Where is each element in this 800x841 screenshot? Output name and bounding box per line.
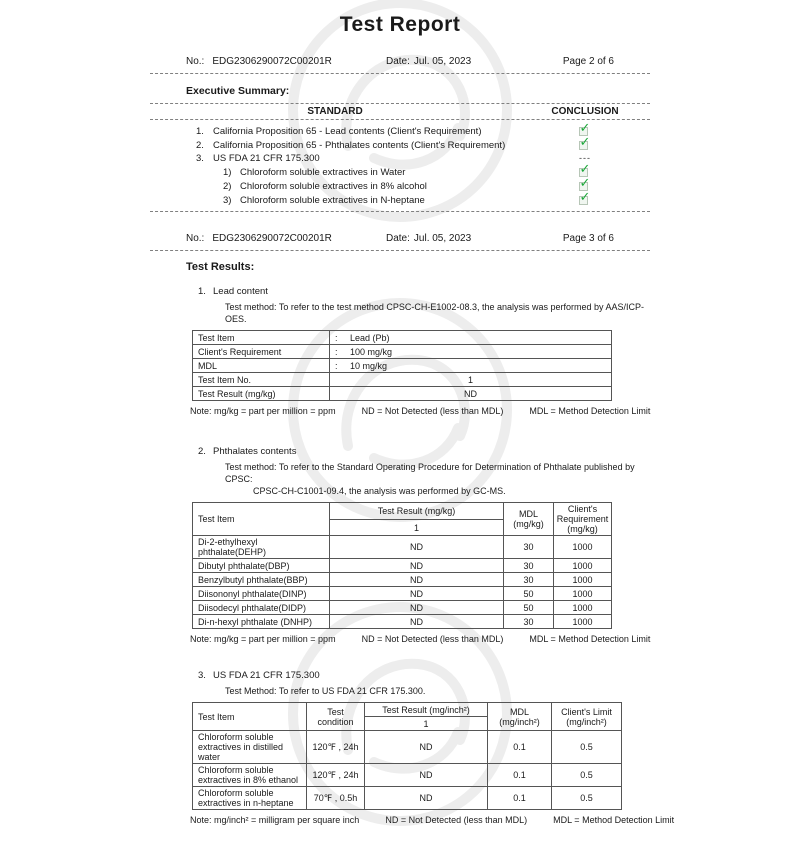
report-date-value: Jul. 05, 2023 — [413, 56, 472, 67]
lead-results-table — [192, 330, 612, 401]
lead-info-row — [193, 331, 612, 345]
client-requirement: 1000 — [554, 559, 612, 573]
section-fda-title — [198, 670, 800, 681]
check-mark-glyph: ✓ — [579, 161, 591, 176]
row-label: Client's Requirement — [193, 345, 330, 359]
page2-header-row — [150, 53, 650, 74]
report-number-value: EDG2306290072C00201R — [212, 233, 332, 244]
row-label: Test Item — [193, 331, 330, 345]
mdl-value: 50 — [504, 587, 554, 601]
note-text: MDL = Method Detection Limit — [529, 406, 651, 416]
lead-result-row — [193, 387, 612, 401]
col-test-result: Test Result (mg/kg) — [330, 503, 504, 520]
standard-entry — [150, 181, 520, 192]
client-requirement: 1000 — [554, 587, 612, 601]
col-client-requirement: Client's Requirement (mg/kg) — [554, 503, 612, 536]
extractive-name: Chloroform soluble extractives in n-heptane — [193, 787, 307, 810]
col-mdl: MDL (mg/kg) — [504, 503, 554, 536]
row-value: ND — [330, 387, 612, 401]
report-number-value: EDG2306290072C00201R — [212, 56, 332, 67]
method-line-2: CPSC-CH-C1001-09.4, the analysis was performed by GC-MS. — [253, 486, 506, 496]
sample-number: 1 — [330, 520, 504, 536]
report-date — [386, 233, 563, 244]
extractive-name: Chloroform soluble extractives in distilled water — [193, 731, 307, 764]
phthalate-row — [193, 615, 612, 629]
fda-results-table — [192, 702, 622, 810]
fda-row — [193, 787, 622, 810]
report-number — [186, 56, 386, 67]
phthalate-name: Di-2-ethylhexyl phthalate(DEHP) — [193, 536, 330, 559]
pass-check-icon — [578, 134, 593, 151]
note-text: ND = Not Detected (less than MDL) — [361, 634, 504, 644]
lead-result-row — [193, 373, 612, 387]
note-text: Note: mg/kg = part per million = ppm — [190, 406, 336, 416]
lead-note — [190, 406, 800, 416]
col-client-limit: Client's Limit (mg/inch²) — [552, 703, 622, 731]
standard-number: 1. — [196, 125, 204, 137]
check-mark-glyph: ✓ — [579, 120, 591, 135]
col-mdl: MDL (mg/inch²) — [488, 703, 552, 731]
standard-column-header: STANDARD — [307, 106, 363, 117]
report-number-label: No.: — [186, 233, 205, 244]
test-result: ND — [365, 731, 488, 764]
col-test-condition: Test condition — [307, 703, 365, 731]
sample-number: 1 — [365, 717, 488, 731]
col-test-item: Test Item — [193, 503, 330, 536]
test-results-heading: Test Results: — [186, 261, 255, 273]
mdl-value: 0.1 — [488, 731, 552, 764]
section-number: 2. — [198, 446, 206, 457]
standard-number: 2. — [196, 139, 204, 151]
phthalate-name: Dibutyl phthalate(DBP) — [193, 559, 330, 573]
standard-number: 3. — [196, 153, 204, 164]
client-requirement: 1000 — [554, 615, 612, 629]
summary-bottom-rule — [150, 209, 650, 212]
test-result: ND — [330, 601, 504, 615]
note-text: MDL = Method Detection Limit — [553, 815, 675, 825]
client-limit: 0.5 — [552, 764, 622, 787]
summary-row — [150, 152, 650, 165]
report-date — [386, 56, 563, 67]
method-line-1: Test method: To refer to the Standard Operating Procedure for Determination of Phthalate published by CPSC: — [225, 462, 635, 484]
section-title-text: Phthalates contents — [213, 446, 297, 457]
standard-entry — [150, 140, 520, 151]
fda-note — [190, 815, 800, 825]
standard-name: California Proposition 65 - Phthalates contents (Client's Requirement) — [213, 139, 506, 151]
standard-entry — [150, 153, 520, 164]
note-text: ND = Not Detected (less than MDL) — [361, 406, 504, 416]
lead-info-row — [193, 345, 612, 359]
extractive-name: Chloroform soluble extractives in 8% ethanol — [193, 764, 307, 787]
value-text: Lead (Pb) — [350, 332, 390, 343]
row-label: Test Item No. — [193, 373, 330, 387]
summary-row — [150, 189, 650, 207]
executive-summary-heading: Executive Summary: — [186, 85, 290, 97]
mdl-value: 30 — [504, 559, 554, 573]
test-result: ND — [365, 787, 488, 810]
client-limit: 0.5 — [552, 787, 622, 810]
fda-test-method: Test Method: To refer to US FDA 21 CFR 175.300. — [225, 686, 426, 696]
row-value — [330, 359, 612, 373]
row-value: 1 — [330, 373, 612, 387]
mdl-value: 30 — [504, 536, 554, 559]
section-title-text: Lead content — [213, 286, 268, 297]
client-requirement: 1000 — [554, 573, 612, 587]
check-mark-glyph: ✓ — [579, 175, 591, 190]
check-mark-glyph: ✓ — [579, 134, 591, 149]
fda-row — [193, 731, 622, 764]
col-test-result: Test Result (mg/inch²) — [365, 703, 488, 717]
test-result: ND — [330, 536, 504, 559]
test-result: ND — [330, 587, 504, 601]
summary-rows — [150, 120, 650, 209]
note-text: Note: mg/kg = part per million = ppm — [190, 634, 336, 644]
report-date-value: Jul. 05, 2023 — [413, 233, 472, 244]
phthalates-note — [190, 634, 800, 644]
phthalate-row — [193, 536, 612, 559]
pass-check-icon — [578, 189, 593, 206]
client-limit: 0.5 — [552, 731, 622, 764]
row-label: MDL — [193, 359, 330, 373]
page2-header — [150, 53, 650, 74]
mdl-value: 30 — [504, 615, 554, 629]
note-text: ND = Not Detected (less than MDL) — [385, 815, 528, 825]
note-text: Note: mg/inch² = milligram per square inch — [190, 815, 360, 825]
conclusion-cell — [520, 189, 650, 206]
phthalate-name: Di-n-hexyl phthalate (DNHP) — [193, 615, 330, 629]
fda-header-row — [193, 703, 622, 717]
report-number-label: No.: — [186, 56, 205, 67]
test-condition: 70℉ , 0.5h — [307, 787, 365, 810]
section-title-text: US FDA 21 CFR 175.300 — [213, 670, 320, 681]
summary-column-headers — [150, 103, 650, 120]
phthalate-row — [193, 573, 612, 587]
row-value — [330, 331, 612, 345]
summary-row — [150, 161, 650, 179]
standard-name: California Proposition 65 - Lead contents (Client's Requirement) — [213, 125, 482, 137]
phthalate-name: Diisononyl phthalate(DINP) — [193, 587, 330, 601]
phthalate-row — [193, 559, 612, 573]
standard-name: US FDA 21 CFR 175.300 — [213, 153, 320, 164]
lead-test-method: Test method: To refer to the test method CPSC-CH-E1002-08.3, the analysis was performed by AAS/ICP-OES. — [225, 302, 645, 324]
row-value — [330, 345, 612, 359]
phthalate-row — [193, 601, 612, 615]
test-result: ND — [330, 559, 504, 573]
report-number — [186, 233, 386, 244]
phthalate-name: Benzylbutyl phthalate(BBP) — [193, 573, 330, 587]
conclusion-dash: --- — [579, 153, 591, 163]
conclusion-column-header: CONCLUSION — [551, 106, 619, 117]
executive-summary-table — [150, 103, 650, 212]
phthalate-name: Diisodecyl phthalate(DIDP) — [193, 601, 330, 615]
page3-header — [150, 230, 650, 251]
row-label: Test Result (mg/kg) — [193, 387, 330, 401]
page-indicator: Page 3 of 6 — [562, 233, 614, 244]
section-lead-title — [198, 286, 800, 297]
report-date-label: Date: — [386, 233, 410, 244]
summary-row — [150, 175, 650, 193]
summary-row — [150, 134, 650, 152]
test-result: ND — [330, 615, 504, 629]
section-phthalates-title — [198, 446, 800, 457]
colon-separator: : — [335, 332, 338, 343]
summary-row — [150, 120, 650, 138]
value-text: 10 mg/kg — [350, 360, 388, 371]
colon-separator: : — [335, 346, 338, 357]
mdl-value: 0.1 — [488, 787, 552, 810]
standard-entry — [150, 167, 520, 178]
mdl-value: 50 — [504, 601, 554, 615]
mdl-value: 30 — [504, 573, 554, 587]
phthalates-header-row — [193, 503, 612, 520]
report-title: Test Report — [339, 13, 461, 36]
col-test-item: Test Item — [193, 703, 307, 731]
page3-header-row — [150, 230, 650, 251]
standard-name: Chloroform soluble extractives in Water — [240, 166, 406, 178]
value-text: 100 mg/kg — [350, 346, 393, 357]
report-date-label: Date: — [386, 56, 410, 67]
fda-row — [193, 764, 622, 787]
check-mark-glyph: ✓ — [579, 189, 591, 204]
page-indicator: Page 2 of 6 — [562, 56, 614, 67]
lead-info-row — [193, 359, 612, 373]
test-result: ND — [365, 764, 488, 787]
standard-number: 2) — [223, 180, 232, 192]
note-text: MDL = Method Detection Limit — [529, 634, 651, 644]
standard-entry — [150, 126, 520, 137]
section-number: 3. — [198, 670, 206, 681]
standard-name: Chloroform soluble extractives in 8% alcohol — [240, 180, 427, 192]
standard-entry — [150, 195, 520, 206]
client-requirement: 1000 — [554, 536, 612, 559]
client-requirement: 1000 — [554, 601, 612, 615]
conclusion-cell — [520, 134, 650, 151]
section-number: 1. — [198, 286, 206, 297]
mdl-value: 0.1 — [488, 764, 552, 787]
test-result: ND — [330, 573, 504, 587]
colon-separator: : — [335, 360, 338, 371]
test-condition: 120℉ , 24h — [307, 731, 365, 764]
standard-number: 1) — [223, 166, 232, 178]
standard-name: Chloroform soluble extractives in N-heptane — [240, 194, 425, 206]
standard-number: 3) — [223, 194, 232, 206]
test-condition: 120℉ , 24h — [307, 764, 365, 787]
phthalate-row — [193, 587, 612, 601]
phthalates-test-method — [225, 461, 650, 497]
phthalates-results-table — [192, 502, 612, 629]
